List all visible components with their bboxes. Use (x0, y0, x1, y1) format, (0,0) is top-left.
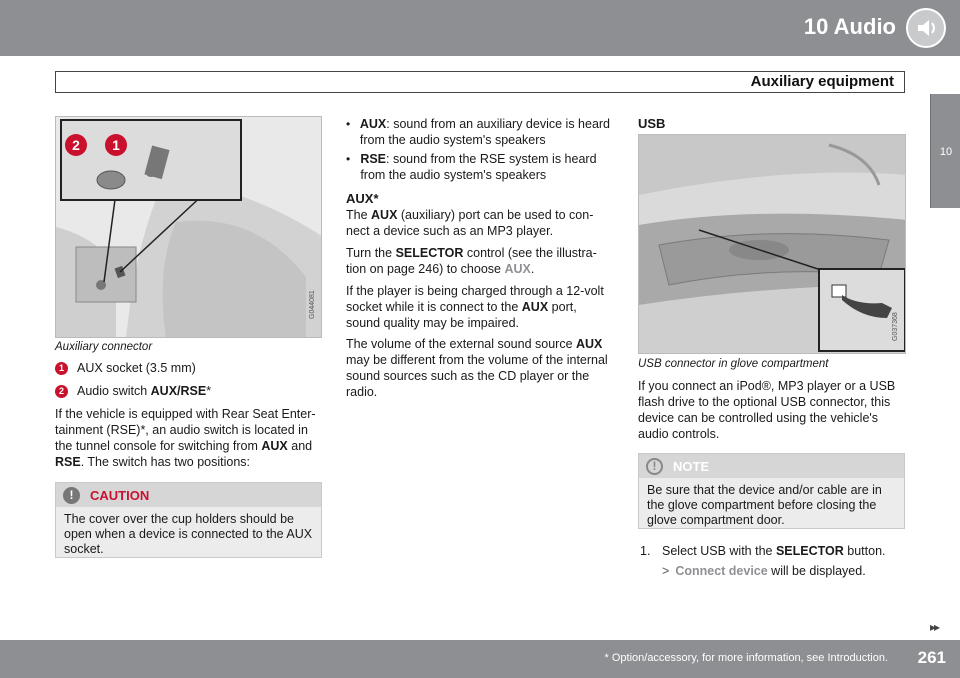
caution-text: The cover over the cup holders should be open when a device is connected to the AUX socket. (64, 512, 313, 556)
aux-paragraph-1: The AUX (auxiliary) port can be used to con-nect a device such as an MP3 player. (346, 208, 594, 238)
aux-heading: AUX* (346, 191, 379, 206)
number-badge: 1 (55, 362, 68, 375)
speaker-icon (906, 8, 946, 48)
step-result: > Connect device will be displayed. (662, 564, 866, 578)
aux-paragraph-3: If the player is being charged through a 12-volt socket while it is connect to the AUX port, sound quality may be impaired. (346, 284, 604, 330)
figure-code: G037368 (892, 312, 899, 341)
next-page-arrows-icon: ▸▸ (929, 620, 938, 634)
list-item: • RSE: sound from the RSE system is heard from the audio system's speakers (346, 152, 597, 182)
number-badge: 2 (55, 385, 68, 398)
chapter-side-tab[interactable] (930, 94, 960, 208)
footnote: * Option/accessory, for more information, see Introduction. (604, 652, 888, 664)
result-arrow: > (662, 564, 670, 578)
note-box (638, 453, 905, 529)
step-number: 1. (640, 544, 651, 558)
caution-box (55, 482, 322, 558)
side-tab-number: 10 (939, 146, 953, 158)
figure-caption: Auxiliary connector (55, 341, 153, 353)
aux-paragraph-2: Turn the SELECTOR control (see the illustra-tion on page 246) to choose AUX. (346, 246, 597, 276)
exclamation-icon: ! (646, 458, 663, 475)
bullet-icon: • (346, 152, 351, 166)
callout-2: 2 (72, 137, 80, 153)
item-text: Audio switch (77, 384, 151, 398)
section-header (55, 71, 905, 93)
aux-paragraph-4: The volume of the external sound source AUX may be different from the volume of the internal sound sources such as the CD player or the radio. (346, 337, 608, 399)
exclamation-icon: ! (63, 487, 80, 504)
item-text: AUX socket (3.5 mm) (77, 361, 196, 375)
note-label: NOTE (673, 458, 710, 474)
list-item (55, 360, 196, 376)
bullet-icon: • (346, 117, 351, 131)
list-item: • AUX: sound from an auxiliary device is heard from the audio system's speakers (346, 117, 611, 147)
note-text: Be sure that the device and/or cable are in the glove compartment before closing the glove compartment door. (647, 483, 882, 527)
page-number: 261 (917, 648, 946, 667)
auxiliary-connector-figure (55, 116, 322, 338)
list-item: 2 Audio switch AUX/RSE* (55, 383, 211, 399)
caution-label: CAUTION (90, 487, 150, 503)
chapter-title: 10 Audio (803, 14, 896, 39)
usb-paragraph: If you connect an iPod®, MP3 player or a USB flash drive to the optional USB connector, this device can be controlled using the vehicle's audio controls. (638, 379, 896, 441)
usb-glovebox-figure (638, 134, 906, 354)
usb-heading: USB (638, 116, 666, 131)
figure-caption: USB connector in glove compartment (638, 358, 829, 370)
step-item: 1. Select USB with the SELECTOR button. (640, 544, 886, 558)
callout-1: 1 (112, 137, 120, 153)
section-title: Auxiliary equipment (750, 73, 894, 90)
figure-code: G044081 (309, 290, 316, 319)
rse-paragraph: If the vehicle is equipped with Rear Seat Enter-tainment (RSE)*, an audio switch is located in the tunnel console for switching from AUX and RSE. The switch has two positions: (55, 407, 316, 469)
chapter-header-bar (0, 0, 960, 56)
